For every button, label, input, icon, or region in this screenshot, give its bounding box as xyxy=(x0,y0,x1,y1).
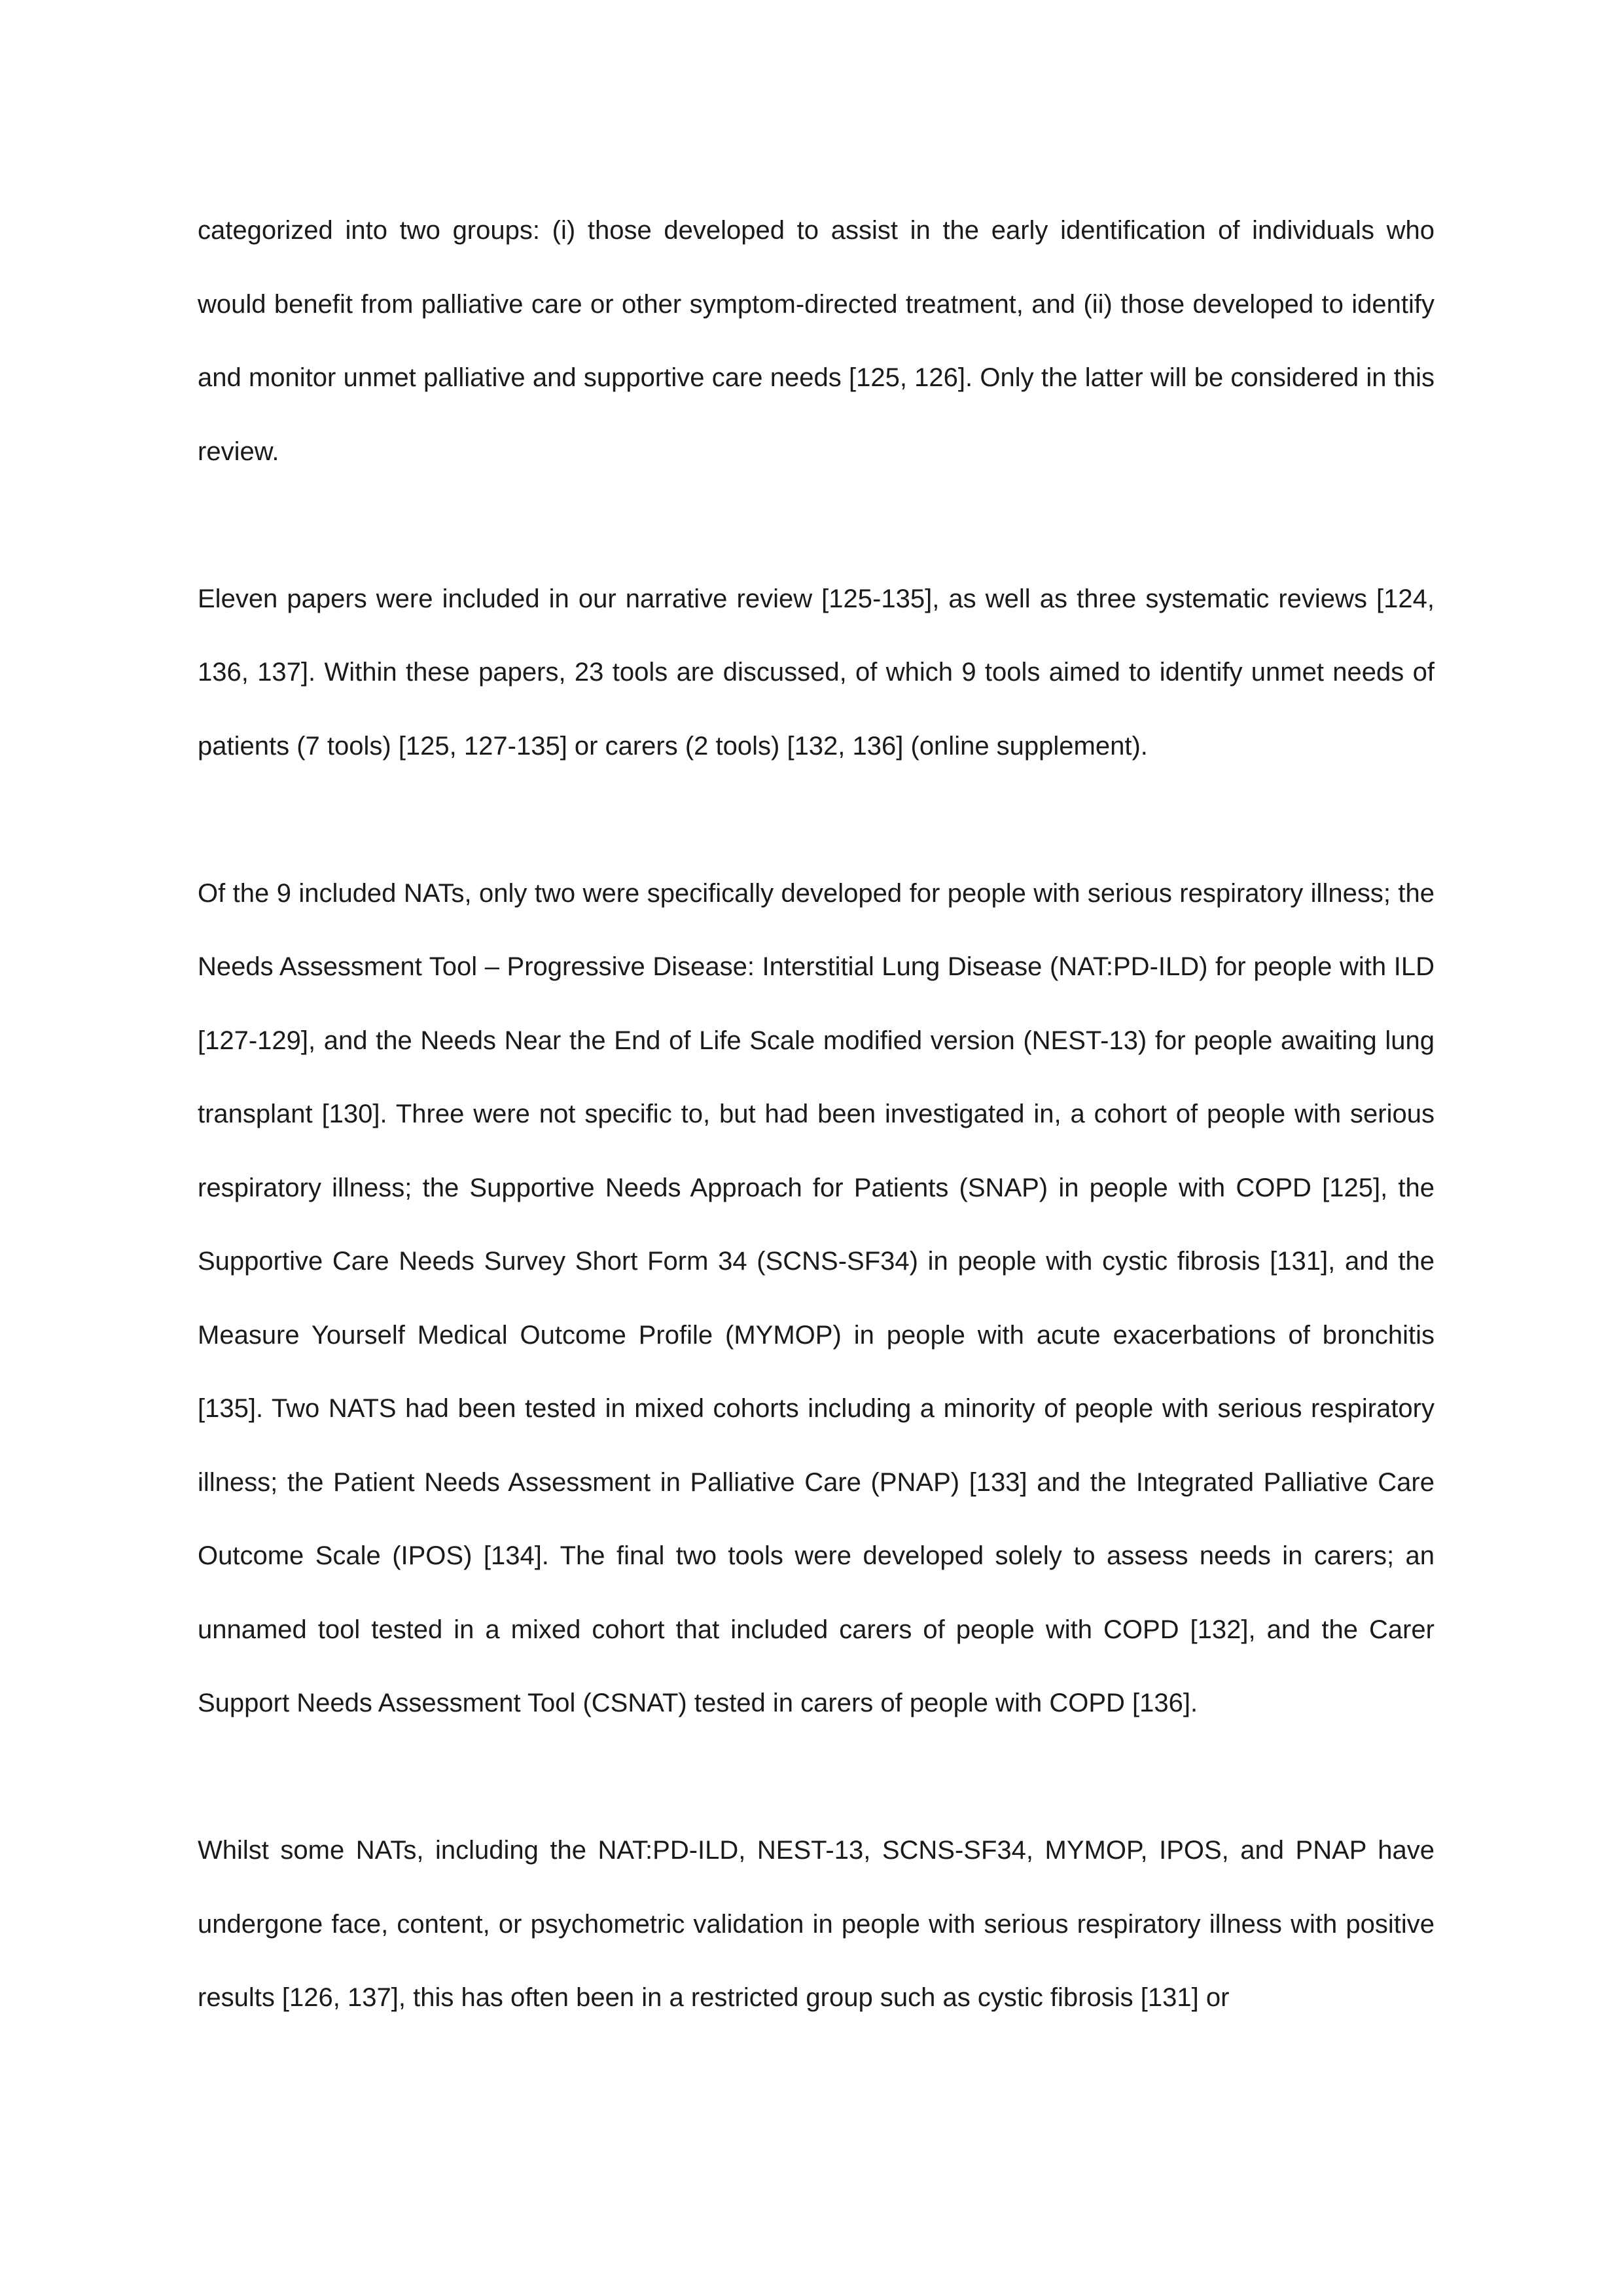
body-text xyxy=(198,194,1435,2035)
paragraph-validation: Whilst some NATs, including the NAT:PD-ILD, NEST-13, SCNS-SF34, MYMOP, IPOS, and PNAP have undergone face, content, or psychometric validation in people with serious respiratory illness with positive results [126, 137], this has often been in a restricted group such as cystic fibrosis [131] or xyxy=(198,1836,1435,2012)
paragraph-categorization: categorized into two groups: (i) those developed to assist in the early identification of individuals who would benefit from palliative care or other symptom-directed treatment, and (ii) those developed to identify and monitor unmet palliative and supportive care needs [125, 126]. Only the latter will be considered in this review. xyxy=(198,216,1435,466)
paragraph-included-nats: Of the 9 included NATs, only two were specifically developed for people with serious respiratory illness; the Needs Assessment Tool – Progressive Disease: Interstitial Lung Disease (NAT:PD-ILD) for people with ILD [127-129], and the Needs Near the End of Life Scale modified version (NEST-13) for people awaiting lung transplant [130]. Three were not specific to, but had been investigated in, a cohort of people with serious respiratory illness; the Supportive Needs Approach for Patients (SNAP) in people with COPD [125], the Supportive Care Needs Survey Short Form 34 (SCNS-SF34) in people with cystic fibrosis [131], and the Measure Yourself Medical Outcome Profile (MYMOP) in people with acute exacerbations of bronchitis [135]. Two NATS had been tested in mixed cohorts including a minority of people with serious respiratory illness; the Patient Needs Assessment in Palliative Care (PNAP) [133] and the Integrated Palliative Care Outcome Scale (IPOS) [134]. The final two tools were developed solely to assess needs in carers; an unnamed tool tested in a mixed cohort that included carers of people with COPD [132], and the Carer Support Needs Assessment Tool (CSNAT) tested in carers of people with COPD [136]. xyxy=(198,878,1435,1717)
paragraph-included-papers: Eleven papers were included in our narrative review [125-135], as well as three systematic reviews [124, 136, 137]. Within these papers, 23 tools are discussed, of which 9 tools aimed to identify unmet needs of patients (7 tools) [125, 127-135] or carers (2 tools) [132, 136] (online supplement). xyxy=(198,584,1435,761)
